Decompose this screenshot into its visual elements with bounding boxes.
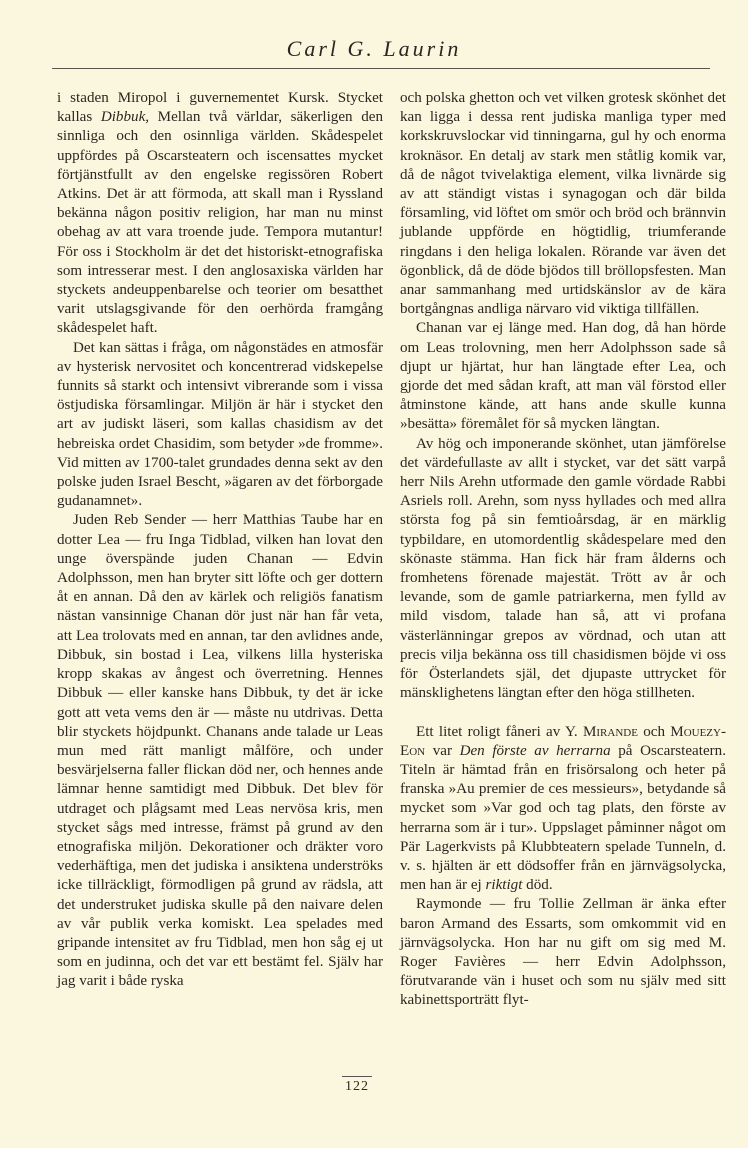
author-name: Mouezy-Eon (400, 723, 726, 759)
paragraph (57, 89, 383, 339)
paragraph (400, 435, 726, 704)
paragraph (57, 339, 383, 512)
text-run: Raymonde — fru Tollie Zellman är änka efter baron Armand des Essarts, som omkommit vid en järnvägsolycka. Hon har nu gift om sig med M. Roger Favières — herr Edvin Adolphsson, förutvarande vän i huset och som nu själv med sitt kabinettsporträtt flyt- (400, 896, 726, 1009)
text-run: Det kan sättas i fråga, om någonstädes en atmosfär av hysterisk nervositet och koncentrerad vidskepelse funnits så starkt och intensivt vibrerande som i vissa östjudiska församlingar. Miljön är här i stycket den art av judiskt läseri, som kallas chasidism av det hebreiska ordet Chasidim, som betyder »de fromme». Vid mitten av 1700-talet grundades denna sekt av den polske juden Israel Bescht, »ägaren av det förborgade gudanamnet». (57, 339, 383, 510)
text-run: Chanan var ej länge med. Han dog, då han hörde om Leas trolovning, men herr Adolphsson sade så djupt ur hjärtat, hur han längtade efter Lea, och gjorde det med sådan kraft, att man väl förstod eller åtminstone kände, att hans ande skulle kunna »besätta» föremålet för så mycken längtan. (400, 320, 726, 433)
paragraph (400, 723, 726, 896)
text-run: Juden Reb Sender — herr Matthias Taube har en dotter Lea — fru Inga Tidblad, vilken han lovat den unge överspände juden Chanan — Edvin Adolphsson, men han bryter sitt löfte och ger dottern åt en annan. Då den av kärlek och religiös fanatism nästan vansinnige Chanan dör just när han får veta, att Lea trolovats med en annan, tar den avlidnes ande, Dibbuk, sin bostad i Lea, vilkens lilla hysteriska kropp skakas av ångest och överretning. Hennes Dibbuk — eller kanske hans Dibbuk, ty det är icke gott att veta vems den är — måste nu utdrivas. Detta blir styckets höjdpunkt. Chanans ande talade ur Leas mun med rätt manligt målföre, och under besvärjelserna faller flickan död ner, och hennes ande lämnar henne samtidigt med Dibbuk. Det blev för utdraget och plågsamt med Leas nervösa kris, men stycket sågs med intresse, främst på grund av den etnografiska miljön. Dekorationer och dräkter voro vederhäftiga, men det judiska i ansiktena underströks icke tillräckligt, förmodligen på grund av rädsla, att det understruket judiska skulle på den naivare delen av vår publik verka komiskt. Lea spelades med gripande intensitet av fru Tidblad, men hon såg ej ut som en judinna, och det var ett bestämt fel. Själv har jag varit i både ryska (57, 512, 383, 990)
italic-title: Dibbuk, (100, 109, 150, 126)
paragraph (400, 895, 726, 1010)
text-run: och polska ghetton och vet vilken grotesk skönhet det kan ligga i dessa rent judiska manliga typer med korkskruvslockar vid tinningarna, gul hy och enorma kroknäsor. En detalj av stark men ståtlig komik var, då de något tvivelaktiga element, vilka livnärde sig av att ständigt vistas i synagogan och där bilda församling, vid löftet om smör och bröd och brännvin jublande uppförde en högtidlig, triumferande ringdans i den heliga lokalen. Rörande var även det ögonblick, då de döde bjödos till bröllopsfesten. Man anar sammanhang med urtidskänslor av de kära bortgångnas andliga närvaro vid viktiga tillfällen. (400, 90, 726, 318)
text-run: i staden Miropol i guvernementet Kursk. Stycket kallas (57, 90, 383, 126)
scan-edge (0, 1148, 748, 1156)
text-run: Mellan två världar, säkerligen den sinnliga och den osinnliga världen. Skådespelet uppfördes på Oscarsteatern och iscensattes mycket förtjänstfullt av den engelske regissören Robert Atkins. Det är att förmoda, att skall man i Ryssland bekänna någon positiv religion, har man nu minst obehag av att vara troende jude. Tempora mutantur! För oss i Stockholm är det det historiskt-etnografiska som intresserar mest. I den anglosaxiska världen har styckets andeuppenbarelse och teorier om besatthet varit utslagsgivande för den oerhörda framgång skådespelet haft. (57, 109, 384, 337)
left-column (57, 89, 383, 992)
paragraph (57, 511, 383, 991)
italic-title: riktigt (485, 877, 523, 894)
italic-title: Den förste av herrarna (459, 742, 611, 759)
text-run: död. (522, 877, 553, 894)
text-run: på Oscarsteatern. Titeln är hämtad från en frisörsalong och heter på franska »Au premier de ces messieurs», betydande så mycket som »Var god och tag plats, den förste av herrarna som är i tur». Uppslaget påminner något om Pär Lagerkvists på Klubbteatern spelade Tunneln, d. v. s. hjälten är ett dödsoffer från en järnvägsolycka, men han är ej (400, 742, 726, 894)
text-run: Ett litet roligt fåneri av Y. (416, 723, 583, 740)
author-name: Mirande (582, 723, 638, 740)
page-number-rule (342, 1076, 372, 1077)
paragraph (400, 319, 726, 434)
right-column (400, 89, 726, 1011)
text-run: Av hög och imponerande skönhet, utan jämförelse det värdefullaste av allt i stycket, var det sätt varpå herr Nils Arehn utformade den gamle vördade Rabbi Asriels roll. Arehn, som nyss hyllades och med allra största fog på sin femtioårsdag, är en märklig typbildare, en utomordentlig skådespelare med den skönaste stämma. Han fick här fram ålderns och fromhetens förenade majestät. Trött av år och levande, som de gamle patriarkerna, men fylld av mild visdom, talade han så, att vi profana västerlänningar grepos av vördnad, och utan att precis vilja bekänna oss till chasidismen böjde vi oss för Österlandets själ, det djupaste uttrycket för mänsklighetens längtan efter den höga stillheten. (400, 435, 726, 702)
header-rule (52, 68, 710, 69)
page-number: 122 (345, 1079, 369, 1094)
text-run: och (637, 723, 671, 740)
text-run: var (425, 742, 460, 759)
running-header-title: Carl G. Laurin (286, 36, 462, 61)
paragraph (400, 89, 726, 319)
